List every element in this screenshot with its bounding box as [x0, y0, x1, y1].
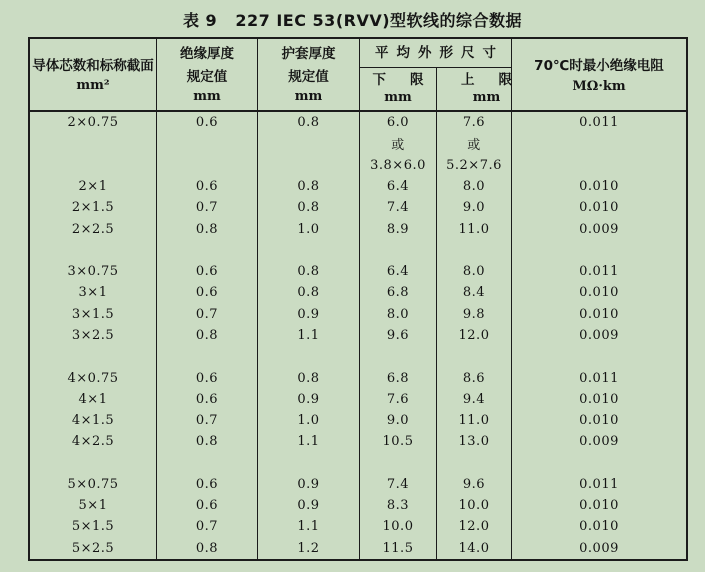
table-row	[30, 197, 686, 218]
table-cell: 5×1.5	[30, 516, 157, 537]
table-cell: 7.4	[360, 474, 437, 495]
header-conductor-unit: mm²	[76, 77, 110, 93]
table-cell: 11.0	[437, 410, 512, 431]
table-cell: 7.6	[437, 112, 512, 133]
table-cell: 9.0	[437, 197, 512, 218]
table-cell: 2×1	[30, 176, 157, 197]
table-cell: 8.0	[437, 261, 512, 282]
header-upper-limit-unit: mm	[472, 90, 501, 106]
table-cell	[437, 240, 512, 261]
table-cell	[512, 240, 686, 261]
table-cell	[30, 453, 157, 474]
table-cell: 4×2.5	[30, 431, 157, 452]
table-cell: 8.3	[360, 495, 437, 516]
table-cell: 9.6	[360, 325, 437, 346]
table-cell: 0.8	[157, 218, 258, 239]
table-cell: 0.010	[579, 498, 619, 514]
table-cell: 0.7	[157, 516, 258, 537]
table-cell	[258, 133, 360, 154]
table-cell: 6.4	[360, 176, 437, 197]
table-cell: 6.4	[360, 261, 437, 282]
table-cell	[30, 155, 157, 176]
table-cell: 0.6	[157, 474, 258, 495]
table-row	[30, 516, 686, 537]
table-cell: 0.6	[157, 389, 258, 410]
header-insulation-label: 绝缘厚度	[180, 46, 234, 63]
header-resistance-label: 70℃时最小绝缘电阻	[534, 58, 664, 75]
table-cell: 6.8	[360, 367, 437, 388]
table-cell	[157, 155, 258, 176]
table-cell: 0.6	[157, 261, 258, 282]
table-header	[30, 39, 686, 112]
header-insulation-sublabel: 规定值	[186, 69, 228, 86]
table-cell: 0.010	[579, 178, 619, 194]
table-cell: 0.011	[579, 115, 619, 131]
table-row	[30, 538, 686, 559]
table-cell: 0.6	[157, 176, 258, 197]
table-cell: 4×1	[30, 389, 157, 410]
header-sheath-sublabel: 规定值	[288, 69, 329, 86]
table-cell: 0.010	[579, 306, 619, 322]
table-cell: 9.4	[437, 389, 512, 410]
table-cell: 0.011	[579, 476, 619, 492]
header-dimensions-subcolumns	[360, 68, 536, 110]
table-cell: 0.009	[579, 221, 619, 237]
table-cell: 10.5	[360, 431, 437, 452]
table-cell: 14.0	[437, 538, 512, 559]
table-row	[30, 133, 686, 154]
table-cell: 0.010	[579, 200, 619, 216]
table-cell: 4×0.75	[30, 367, 157, 388]
table-row	[30, 367, 686, 388]
table-cell: 0.8	[258, 176, 360, 197]
table-cell: 1.0	[258, 410, 360, 431]
table-cell: 0.6	[157, 282, 258, 303]
header-lower-limit-unit: mm	[384, 90, 412, 106]
table-row	[30, 112, 686, 133]
table-cell	[157, 240, 258, 261]
table-cell: 0.8	[258, 367, 360, 388]
table-cell	[512, 453, 686, 474]
header-dimensions-group	[360, 39, 536, 110]
header-lower-limit-column	[360, 68, 448, 110]
header-conductor-label: 导体芯数和标称截面	[32, 57, 154, 74]
table-cell: 8.9	[360, 218, 437, 239]
table-row	[30, 431, 686, 452]
table-cell: 1.1	[258, 516, 360, 537]
table-body	[30, 112, 686, 559]
table-cell: 2×1.5	[30, 197, 157, 218]
table-cell: 0.8	[157, 538, 258, 559]
table-cell: 或	[437, 133, 512, 154]
header-dimensions-title: 平均外形尺寸	[360, 39, 511, 68]
table-cell	[512, 346, 686, 367]
table-cell	[30, 133, 157, 154]
table-cell: 0.9	[258, 389, 360, 410]
table-cell	[258, 240, 360, 261]
table-cell: 0.011	[579, 370, 619, 386]
table-cell	[512, 155, 686, 176]
table-cell	[157, 133, 258, 154]
table-cell	[258, 155, 360, 176]
table-cell: 11.5	[360, 538, 437, 559]
table-cell	[360, 346, 437, 367]
table-cell: 0.009	[579, 327, 619, 343]
table-row	[30, 240, 686, 261]
table-cell: 0.8	[157, 431, 258, 452]
table-cell: 6.8	[360, 282, 437, 303]
table-cell: 8.0	[360, 304, 437, 325]
header-insulation-unit: mm	[193, 89, 221, 105]
table-cell: 0.010	[579, 519, 619, 535]
table-row	[30, 495, 686, 516]
table-cell: 5×0.75	[30, 474, 157, 495]
table-cell: 13.0	[437, 431, 512, 452]
header-insulation-column	[157, 39, 258, 110]
table-cell: 9.0	[360, 410, 437, 431]
table-row	[30, 155, 686, 176]
table-row	[30, 474, 686, 495]
header-conductor-column	[30, 39, 157, 110]
table-cell: 2×2.5	[30, 218, 157, 239]
table-cell	[360, 240, 437, 261]
table-cell: 0.010	[579, 285, 619, 301]
header-lower-limit-label: 下限	[372, 72, 448, 89]
table-row	[30, 176, 686, 197]
table-row	[30, 218, 686, 239]
table-cell: 0.7	[157, 304, 258, 325]
table-cell: 0.009	[579, 540, 619, 556]
table-cell: 0.8	[258, 112, 360, 133]
header-sheath-unit: mm	[294, 89, 323, 105]
cable-data-table	[28, 37, 688, 561]
table-cell: 0.010	[579, 413, 619, 429]
table-cell	[360, 453, 437, 474]
table-cell: 8.6	[437, 367, 512, 388]
table-cell: 0.8	[258, 261, 360, 282]
table-row	[30, 304, 686, 325]
header-upper-limit-label: 上限	[461, 72, 536, 89]
table-row	[30, 410, 686, 431]
table-row	[30, 261, 686, 282]
table-cell: 3×2.5	[30, 325, 157, 346]
table-cell: 3.8×6.0	[360, 155, 437, 176]
table-cell: 7.4	[360, 197, 437, 218]
table-row	[30, 346, 686, 367]
table-cell: 8.4	[437, 282, 512, 303]
table-cell: 1.1	[258, 325, 360, 346]
table-cell	[30, 346, 157, 367]
table-cell	[30, 240, 157, 261]
table-cell: 5.2×7.6	[437, 155, 512, 176]
header-sheath-label: 护套厚度	[281, 46, 336, 63]
table-row	[30, 282, 686, 303]
table-cell: 10.0	[360, 516, 437, 537]
table-row	[30, 325, 686, 346]
table-cell: 11.0	[437, 218, 512, 239]
table-cell: 3×1	[30, 282, 157, 303]
header-resistance-column	[512, 39, 686, 110]
table-cell: 0.009	[579, 434, 619, 450]
table-cell: 0.6	[157, 367, 258, 388]
table-cell: 9.6	[437, 474, 512, 495]
table-cell	[258, 453, 360, 474]
table-cell: 0.010	[579, 391, 619, 407]
table-cell: 4×1.5	[30, 410, 157, 431]
page-title: 表 9 227 IEC 53(RVV)型软线的综合数据	[182, 11, 523, 30]
table-cell: 0.9	[258, 495, 360, 516]
table-cell: 0.011	[579, 264, 619, 280]
table-cell: 12.0	[437, 325, 512, 346]
table-cell: 0.8	[258, 282, 360, 303]
table-cell	[437, 346, 512, 367]
table-cell: 0.7	[157, 410, 258, 431]
table-cell: 1.0	[258, 218, 360, 239]
table-cell: 8.0	[437, 176, 512, 197]
table-cell: 2×0.75	[30, 112, 157, 133]
table-cell: 0.6	[157, 112, 258, 133]
header-sheath-column	[258, 39, 360, 110]
table-cell: 6.0	[360, 112, 437, 133]
table-cell	[258, 346, 360, 367]
table-cell	[157, 346, 258, 367]
table-cell	[437, 453, 512, 474]
table-cell: 1.1	[258, 431, 360, 452]
table-cell: 0.6	[157, 495, 258, 516]
table-cell: 10.0	[437, 495, 512, 516]
table-row	[30, 389, 686, 410]
table-row	[30, 453, 686, 474]
table-cell: 0.9	[258, 474, 360, 495]
table-cell: 0.9	[258, 304, 360, 325]
header-resistance-unit: MΩ·km	[572, 78, 626, 94]
table-cell: 12.0	[437, 516, 512, 537]
table-cell: 5×2.5	[30, 538, 157, 559]
table-cell: 3×0.75	[30, 261, 157, 282]
table-cell: 9.8	[437, 304, 512, 325]
table-cell: 5×1	[30, 495, 157, 516]
table-cell: 3×1.5	[30, 304, 157, 325]
table-cell	[157, 453, 258, 474]
table-cell: 0.8	[157, 325, 258, 346]
table-cell: 7.6	[360, 389, 437, 410]
table-cell	[512, 133, 686, 154]
table-cell: 0.7	[157, 197, 258, 218]
table-cell: 或	[360, 133, 437, 154]
table-cell: 1.2	[258, 538, 360, 559]
table-cell: 0.8	[258, 197, 360, 218]
